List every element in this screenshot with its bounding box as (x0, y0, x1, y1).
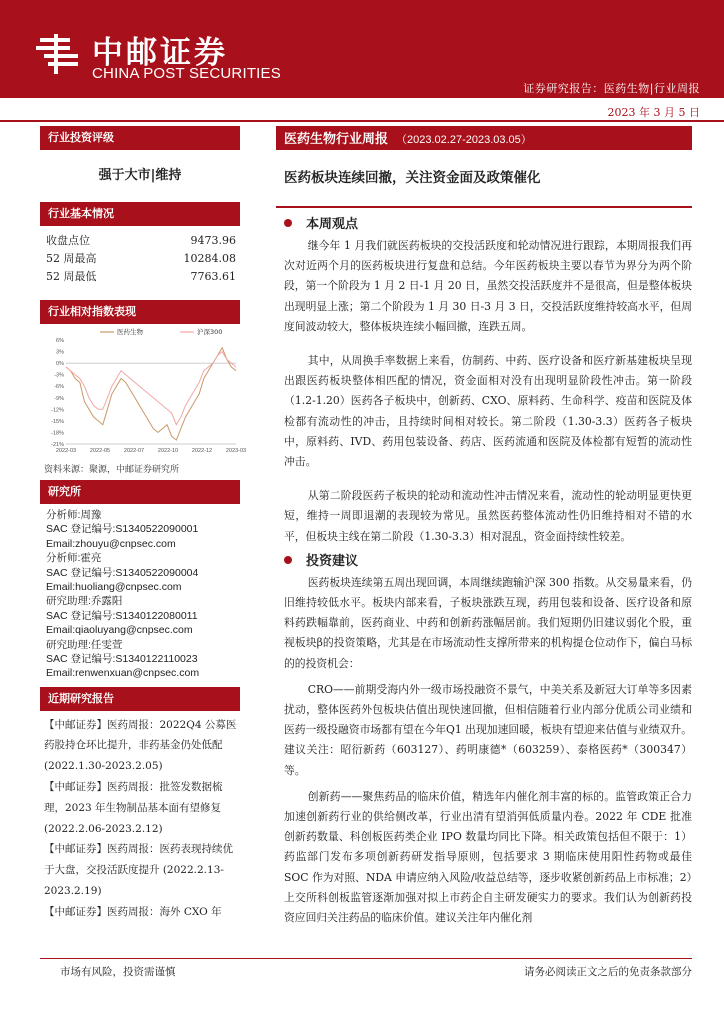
body-paragraph: 其中，从周换手率数据上来看，仿制药、中药、医疗设备和医疗新基建板块呈现出跟医药板块整体相匹配的情况，资金面相对没有出现明显阶段性冲击。第一阶段（1.2-1.20）医药各子板块中，创新药、CXO、原料药、生命科学、疫苗和医院及体检都有流动性的冲击，且持续时间相对较长。第二阶段（1.30-3.3）医药各子板块中，原料药、IVD、药用包装设备、药店、医药流通和医院及体检都有短暂的流动性冲击。 (284, 354, 692, 469)
recent-section-title: 近期研究报告 (40, 687, 240, 711)
basics-value: 9473.96 (190, 234, 236, 247)
basics-value: 10284.08 (183, 252, 236, 265)
china-post-logo-icon (34, 30, 82, 78)
section-divider (276, 206, 692, 208)
basics-label: 收盘点位 (46, 234, 90, 247)
bullet-icon (284, 219, 292, 227)
analyst-list (40, 508, 240, 681)
basics-row (40, 250, 240, 268)
body-paragraph: 从第二阶段医药子板块的轮动和流动性冲击情况来看，流动性的轮动明显更快更短，维持一周即退潮的表现较为常见。虽然医药整体流动性仍旧维持相对不错的水平，但板块主线在第二阶段（1.30-3.3）相对混乱，资金面持续性较差。 (284, 489, 692, 543)
page-header (0, 0, 724, 98)
analyst-email[interactable]: Email:qiaoluyang@cnpsec.com (46, 624, 193, 637)
body-paragraph: 医药板块连续第五周出现回调，本周继续跑输沪深 300 指数。从交易量来看，仍旧维持较低水平。板块内部来看，子板块涨跌互现，药用包装和设备、医疗设备和原料药跌幅靠前，医药商业、中药和创新药涨幅居前。我们短期仍旧建议弱化个股，重视板块β的投资策略，尤其是在市场流动性支撑所带来的机构提仓位动作下，偏白马标的的投资机会： (284, 575, 692, 670)
analyst-line: SAC 登记编号:S1340522090001 (46, 523, 199, 536)
analyst-email[interactable]: Email:zhouyu@cnpsec.com (46, 537, 176, 550)
footer-divider (40, 958, 692, 959)
y-tick-label: -6% (54, 384, 64, 391)
relative-index-chart (40, 324, 247, 460)
chart-section-title: 行业相对指数表现 (40, 300, 240, 324)
basics-row (40, 232, 240, 250)
analyst-line: SAC 登记编号:S1340122110023 (46, 652, 198, 665)
report-title-bar (276, 126, 692, 150)
y-tick-label: 6% (56, 338, 64, 344)
body-paragraph: 创新药——聚焦药品的临床价值，精选年内催化剂丰富的标的。监管政策正合力加速创新药行业的供给侧改革，行业出清有望消弭低质量内卷。2022 年 CDE 批准创新药数量、科创板医药类企业 IPO 数量均同比下降。相关政策包括但不限于：1）药监部门发布多项创新药研发指导原则，包括要求 3 期临床使用阳性药物或最佳 SOC 作为对照、NDA 申请应纳入风险/收益总结等，逐步收紧创新药品上市标准；2）上交所科创板监管逐渐加强对拟上市药企自主研发硬实力的要求。我们认为创新药投资应回归关注药品的临床价值。建议关注年内催化剂 (284, 789, 692, 925)
section-heading (276, 214, 692, 236)
y-tick-label: 3% (56, 349, 64, 356)
y-tick-label: -21% (51, 442, 64, 448)
x-tick-label: 2022-03 (55, 448, 77, 454)
analyst-line: 分析师:霍亮 (46, 552, 102, 565)
recent-report-item[interactable]: 【中邮证券】医药周报：批签发数据梳理，2023 年生物制品基本面有望修复 (2022.2.06-2023.2.12) (44, 781, 223, 835)
section-heading (276, 551, 692, 573)
analyst-email[interactable]: Email:huoliang@cnpsec.com (46, 580, 182, 593)
analyst-line: 研究助理:乔露阳 (46, 595, 123, 608)
legend-label: 医药生物 (117, 328, 143, 336)
basics-label: 52 周最高 (46, 252, 97, 265)
report-date: 2023 年 3 月 5 日 (607, 106, 700, 119)
footer-disclaimer-note: 请务必阅读正文之后的免责条款部分 (524, 966, 692, 978)
footer-risk-note: 市场有风险，投资需谨慎 (60, 966, 176, 978)
x-tick-label: 2022-10 (157, 448, 179, 454)
section-heading-text: 投资建议 (306, 553, 359, 569)
basics-value: 7763.61 (190, 270, 236, 283)
y-tick-label: -9% (54, 395, 64, 402)
x-tick-label: 2022-07 (123, 448, 145, 454)
y-tick-label: -12% (51, 407, 64, 414)
recent-report-item[interactable]: 【中邮证券】医药周报：海外 CXO 年 (44, 905, 222, 918)
section-heading-text: 本周观点 (306, 217, 359, 232)
x-tick-label: 2023-03 (225, 448, 247, 454)
x-tick-label: 2022-05 (89, 448, 111, 454)
y-tick-label: -3% (54, 372, 64, 379)
x-tick-label: 2022-12 (191, 448, 213, 454)
recent-report-item[interactable]: 【中邮证券】医药周报：医药表现持续优于大盘，交投活跃度提升 (2022.2.13-2023.2.19) (44, 843, 233, 898)
rating-section-title: 行业投资评级 (40, 126, 240, 150)
body-paragraph: 继今年 1 月我们就医药板块的交投活跃度和轮动情况进行跟踪，本期周报我们再次对近两个月的医药板块进行复盘和总结。今年医药板块主要以春节为界分为两个阶段，第一个阶段为 1 月 2 日-1 月 20 日，虽然交投活跃度并不是很高，但是整体板块出现明显上涨；第二个阶段为 1 月 30 日-3 月 3 日，交投活跃度维持较高水平，但周度间波动较大，整体板块连续小幅回撤，连跌五周。 (284, 239, 692, 333)
analyst-email[interactable]: Email:renwenxuan@cnpsec.com (46, 667, 200, 680)
industry-rating: 强于大市|维持 (98, 168, 182, 183)
y-tick-label: 0% (56, 361, 64, 368)
brand-name-en: CHINA POST SECURITIES (92, 65, 281, 82)
report-period: （2023.02.27-2023.03.05） (396, 134, 532, 146)
analyst-line: SAC 登记编号:S1340122080011 (46, 609, 198, 622)
report-subtitle: 医药板块连续回撤，关注资金面及政策催化 (284, 170, 541, 186)
y-tick-label: -18% (51, 430, 64, 437)
body-paragraph: CRO——前期受海内外一级市场投融资不景气，中美关系及新冠大订单等多因素扰动，整体医药外包板块估值出现快速回撤，但相信随着行业内部分优质公司业绩和医药一级投融资市场都有望在今年Q1 出现加速回暖，板块有望迎来估值与业绩双升。建议关注：昭衍新药（603127）、药明康德*（603259）、泰格医药*（300347）等。 (284, 682, 692, 777)
report-title: 医药生物行业周报 (284, 132, 389, 147)
y-tick-label: -15% (51, 418, 64, 425)
recent-report-item[interactable]: 【中邮证券】医药周报：2022Q4 公募医药股持仓环比提升，非药基金仍处低配(2022.1.30-2023.2.05) (44, 718, 237, 773)
series-line (66, 348, 236, 440)
research-section-title: 研究所 (40, 480, 240, 504)
analyst-line: 研究助理:任雯萱 (46, 638, 123, 651)
chart-source: 资料来源：聚源，中邮证券研究所 (44, 465, 180, 475)
relative-index-chart-svg (40, 324, 247, 460)
report-type: 证券研究报告：医药生物|行业周报 (523, 82, 700, 95)
basics-section-title: 行业基本情况 (40, 202, 240, 226)
analyst-line: SAC 登记编号:S1340522090004 (46, 566, 199, 579)
basics-label: 52 周最低 (46, 270, 97, 283)
basics-row (40, 268, 240, 286)
left-sidebar (40, 126, 247, 923)
bullet-icon (284, 556, 292, 564)
legend-label: 沪深300 (197, 328, 223, 336)
main-content (276, 126, 692, 928)
analyst-line: 分析师:周豫 (46, 509, 102, 521)
brand-name-cn: 中邮证券 (92, 35, 228, 71)
